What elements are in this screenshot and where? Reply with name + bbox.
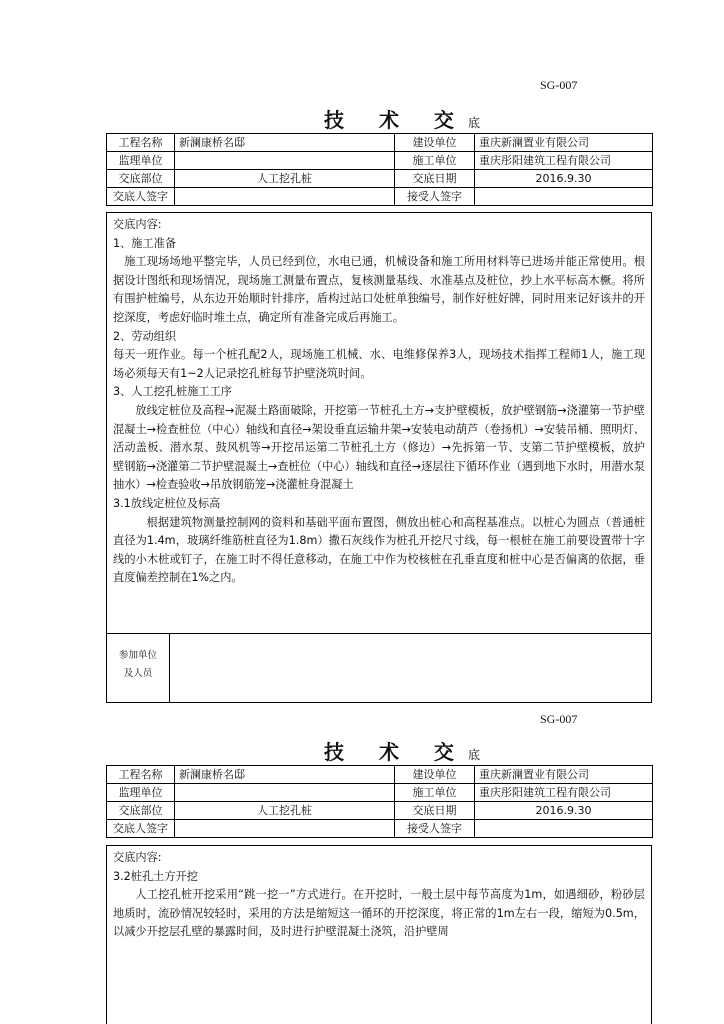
signer-label: 交底人签字: [107, 820, 175, 838]
signer-label: 交底人签字: [107, 188, 175, 206]
participants-label-1: 参加单位: [118, 650, 157, 661]
builder-value: 重庆新澜置业有限公司: [475, 766, 653, 784]
supervisor-label: 监理单位: [107, 152, 175, 170]
section-1-text: 施工现场场地平整完毕，人员已经到位，水电已通，机械设备和施工所用材料等已进场并能正常使用。根据设计图纸和现场情况，现场施工测量布置点，复核测量基线、水准基点及桩位，抄上水平标高木橛。将所有围护桩编号，从东边开始顺时针排序，盾构过站口处桩单独编号，制作好桩好牌，同时用来记好该井的开挖深度，考虑好临时堆土点，确定所有准备完成后再施工。: [113, 255, 645, 324]
project-name-label: 工程名称: [107, 766, 175, 784]
date-label: 交底日期: [395, 170, 475, 188]
part-label: 交底部位: [107, 802, 175, 820]
doc-code: SG-007: [540, 712, 578, 726]
date-label: 交底日期: [395, 802, 475, 820]
supervisor-label: 监理单位: [107, 784, 175, 802]
contractor-value: 重庆彤阳建筑工程有限公司: [475, 784, 653, 802]
title-main: 技 术 交: [324, 740, 468, 764]
contractor-value: 重庆彤阳建筑工程有限公司: [475, 152, 653, 170]
content-heading: 交底内容:: [113, 851, 162, 864]
builder-label: 建设单位: [395, 766, 475, 784]
title-suffix: 底: [467, 116, 480, 130]
supervisor-value: [175, 784, 395, 802]
section-3-text: 放线定桩位及高程→泥凝土路面破除，开挖第一节桩孔土方→支护壁模板，放护壁钢筋→浇灌第一节护壁混凝土→检查桩位（中心）轴线和直径→架设垂直运输井架→安装电动葫芦（卷扬机）→安装吊桶、照明灯、活动盖板、潜水泵、鼓风机等→开挖吊运第二节桩孔土方（修边）→先拆第一节、支第二节护壁模板，放护壁钢筋→浇灌第二节护壁混凝土→查桩位（中心）轴线和直径→逐层往下循环作业（遇到地下水时，用潜水泵抽水）→检查验收→吊放钢筋笼→浇灌桩身混凝土: [113, 403, 645, 492]
participants-label-cell: [107, 634, 170, 702]
part-label: 交底部位: [107, 170, 175, 188]
title-suffix: 底: [467, 748, 480, 762]
receiver-value: [475, 820, 653, 838]
part-value: 人工挖孔桩: [175, 170, 395, 188]
info-table: [106, 133, 653, 206]
title-main: 技 术 交: [324, 108, 468, 132]
receiver-label: 接受人签字: [395, 820, 475, 838]
project-name-value: 新澜康桥名邸: [175, 134, 395, 152]
supervisor-value: [175, 152, 395, 170]
section-3-2-text: 人工挖孔桩开挖采用“跳一挖一”方式进行。在开挖时，一般土层中每节高度为1m，如遇细砂，粉砂层地质时，流砂情况较轻时，采用的方法是缩短这一循环的开挖深度，将正常的1m左右一段，缩短为0.5m，以减少开挖层孔壁的暴露时间，及时进行护壁混凝土浇筑，沿护壁周: [113, 888, 645, 939]
content-area: [106, 845, 652, 1024]
section-3-2-title: 3.2桩孔土方开挖: [113, 869, 198, 883]
table-row: [107, 188, 653, 206]
table-row: [107, 802, 653, 820]
section-3-title: 3、人工挖孔桩施工工序: [113, 385, 232, 399]
table-row: [107, 784, 653, 802]
date-value: 2016.9.30: [475, 802, 653, 820]
section-1-title: 1、施工准备: [113, 236, 177, 250]
project-name-value: 新澜康桥名邸: [175, 766, 395, 784]
content-area: [106, 212, 652, 634]
receiver-label: 接受人签字: [395, 188, 475, 206]
date-value: 2016.9.30: [475, 170, 653, 188]
section-3-1-text: 根据建筑物测量控制网的资料和基础平面布置图，侧放出桩心和高程基准点。以桩心为圆点（普通桩直径为1.4m，玻璃纤维筋桩直径为1.8m）撒石灰线作为桩孔开挖尺寸线，每一根桩在施工前要设置带十字线的小木桩或钉子，在施工时不得任意移动，在施工中作为校核桩在孔垂直度和桩中心是否偏离的依据，垂直度偏差控制在1%之内。: [113, 515, 645, 585]
project-name-label: 工程名称: [107, 134, 175, 152]
participants-row: [106, 633, 652, 703]
participants-label-2: 及人员: [123, 668, 153, 679]
contractor-label: 施工单位: [395, 152, 475, 170]
table-row: [107, 134, 653, 152]
table-row: [107, 820, 653, 838]
section-2-text: 每天一班作业。每一个桩孔配2人，现场施工机械、水、电维修保养3人，现场技术指挥工程师1人，施工现场必须每天有1~2人记录挖孔桩每节护壁浇筑时间。: [113, 348, 645, 380]
signer-value: [175, 820, 395, 838]
table-row: [107, 170, 653, 188]
part-value: 人工挖孔桩: [175, 802, 395, 820]
contractor-label: 施工单位: [395, 784, 475, 802]
page-title: [324, 104, 480, 133]
doc-code: SG-007: [540, 78, 578, 92]
page-title: [324, 736, 480, 765]
table-row: [107, 766, 653, 784]
builder-value: 重庆新澜置业有限公司: [475, 134, 653, 152]
table-row: [107, 152, 653, 170]
signer-value: [175, 188, 395, 206]
info-table: [106, 765, 653, 838]
section-3-1-title: 3.1放线定桩位及标高: [113, 496, 221, 510]
content-heading: 交底内容:: [113, 218, 162, 231]
receiver-value: [475, 188, 653, 206]
section-2-title: 2、劳动组织: [113, 329, 177, 343]
builder-label: 建设单位: [395, 134, 475, 152]
